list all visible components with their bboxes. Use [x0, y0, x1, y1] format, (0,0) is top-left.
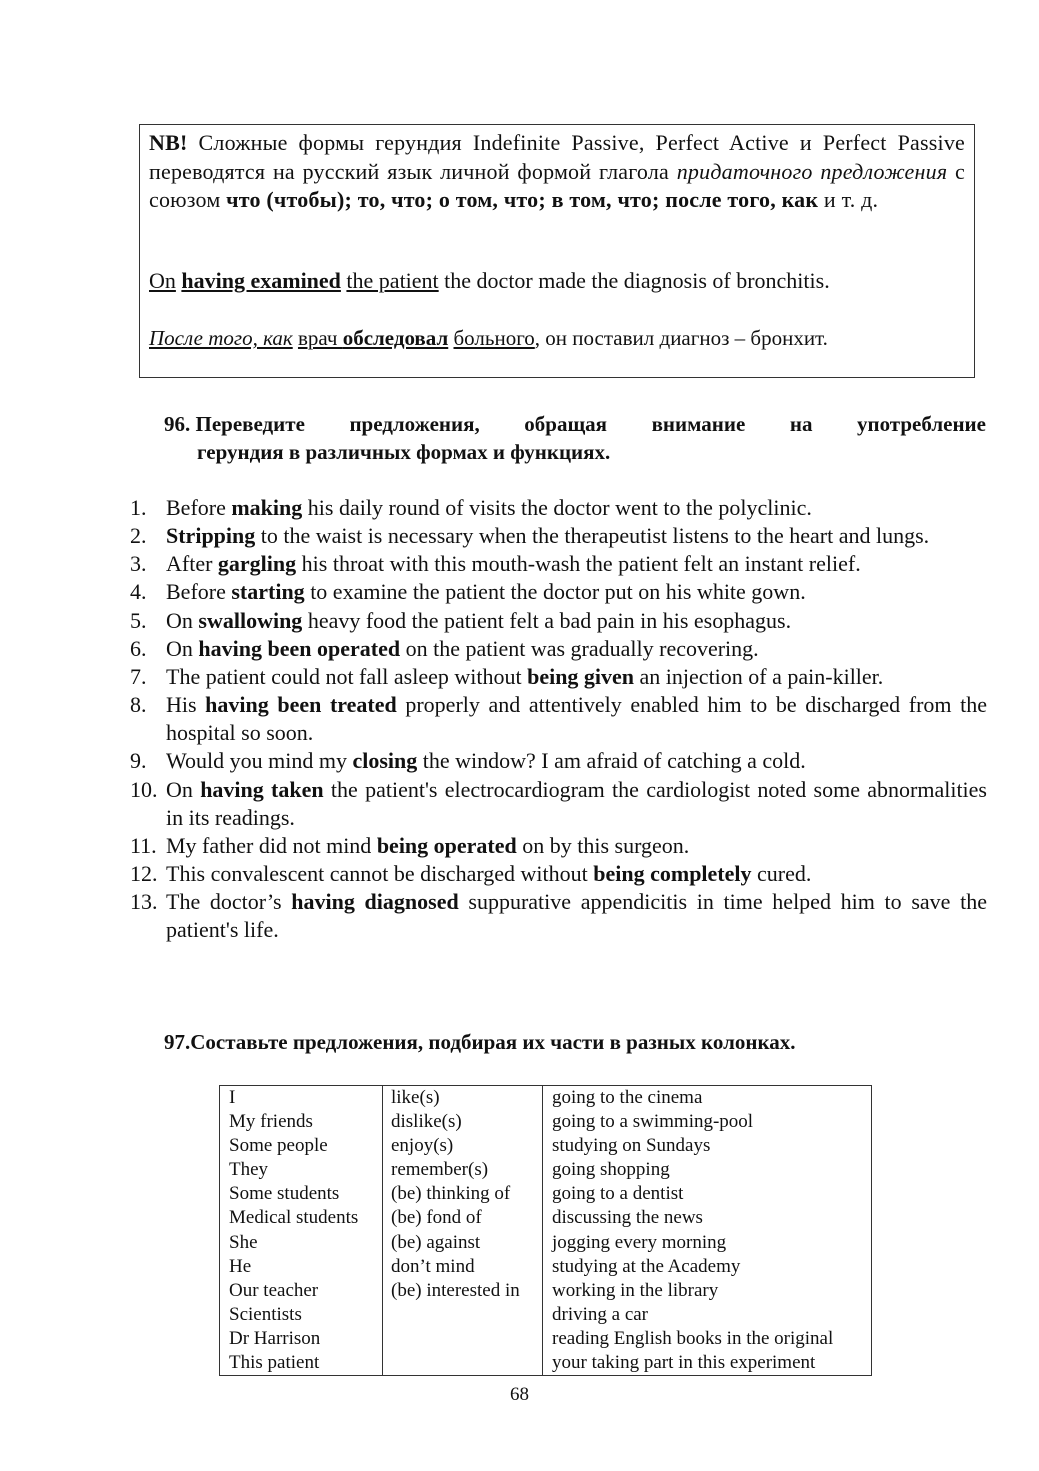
list-item: [130, 494, 987, 522]
sentence-text: on the patient was gradually recovering.: [400, 635, 759, 661]
table-cell: Dr Harrison: [229, 1327, 321, 1349]
sentence-gerund: having diagnosed: [291, 889, 459, 915]
nb-note-text: [149, 129, 965, 215]
table-cell: (be) against: [391, 1231, 481, 1253]
sentence-gerund: being given: [527, 663, 635, 689]
table-cell: Some students: [229, 1183, 340, 1205]
example-ru-verb: обследовал: [342, 326, 449, 350]
table-cell: My friends: [229, 1111, 313, 1133]
table-cell: Our teacher: [229, 1279, 319, 1301]
table-cell: reading English books in the original: [552, 1327, 834, 1349]
sentence-number: 6.: [130, 635, 147, 661]
table-cell: (be) fond of: [391, 1207, 482, 1229]
sentence-text: This convalescent cannot be discharged without: [166, 861, 594, 887]
sentence-number: 10.: [130, 776, 158, 802]
sentence-number: 1.: [130, 495, 147, 520]
table-cell: Some people: [229, 1135, 328, 1157]
table-cell: (be) thinking of: [391, 1183, 511, 1205]
exercise-96-word2: предложения,: [349, 412, 480, 436]
sentence-text: Would you mind my: [166, 748, 353, 774]
table-cell: don’t mind: [391, 1255, 475, 1277]
exercise-96-heading: [164, 410, 986, 466]
table-cell: studying on Sundays: [552, 1135, 711, 1157]
sentence-text: suppurative appendicitis in time helped him to save the patient's life.: [166, 889, 987, 943]
sentence-text: the window? I am afraid of catching a cold.: [417, 748, 806, 774]
sentence-gerund: making: [231, 495, 303, 520]
example-en-patient: the patient: [346, 268, 439, 293]
table-cell: enjoy(s): [391, 1135, 454, 1157]
table-cell: She: [229, 1231, 258, 1253]
sentence-gerund: closing: [352, 748, 418, 774]
list-item: [130, 607, 987, 635]
nb-text-part1: Сложные формы герундия Indefinite Passive, Perfect Active и Perfect Passive переводятся на русский язык личной формой глагола: [149, 130, 965, 184]
table-cell: He: [229, 1255, 252, 1277]
list-item: [130, 832, 987, 860]
list-item: [130, 888, 987, 944]
sentence-number: 9.: [130, 748, 147, 774]
list-item: [130, 691, 987, 747]
sentence-text: On: [166, 635, 199, 661]
table-cell: going shopping: [552, 1159, 670, 1181]
nb-bold-conjunctions: что (чтобы); то, что; о том, что; в том, что; после того, как: [226, 187, 819, 212]
table-cell: jogging every morning: [552, 1231, 727, 1253]
example-en-on: On: [149, 268, 176, 293]
sentence-gerund: Stripping: [166, 523, 256, 549]
sentence-text: My father did not mind: [166, 832, 377, 858]
sentence-number: 7.: [130, 663, 147, 689]
page-number: 68: [510, 1384, 529, 1405]
sentence-number: 12.: [130, 861, 158, 887]
sentence-text: After: [166, 551, 218, 577]
list-item: [130, 747, 987, 775]
example-ru-vrach: врач: [297, 326, 343, 350]
table-cell: going to a swimming-pool: [552, 1111, 754, 1133]
sentence-gerund: having taken: [200, 776, 324, 802]
sentence-text: his daily round of visits the doctor went to the polyclinic.: [302, 495, 812, 520]
subjects-column: [220, 1086, 383, 1376]
nb-italic-phrase: придаточного предложения: [676, 158, 948, 184]
nb-example-russian: [149, 324, 828, 352]
table-cell: like(s): [391, 1087, 440, 1108]
exercise-96-word6: употребление: [856, 412, 986, 436]
example-en-rest: the doctor made the diagnosis of bronchitis.: [438, 268, 830, 293]
table-cell: going to a dentist: [552, 1183, 684, 1205]
exercise-96-number: 96.: [164, 412, 191, 436]
sentence-text: properly and attentively enabled him to be discharged from the hospital so soon.: [166, 692, 987, 746]
nb-text-part2: с союзом: [149, 158, 966, 212]
list-item: [130, 776, 987, 832]
list-item: [130, 663, 987, 691]
sentence-number: 5.: [130, 607, 147, 633]
sentence-gerund: being completely: [593, 861, 752, 887]
nb-label: NB!: [149, 130, 188, 155]
sentence-gerund: starting: [231, 579, 305, 605]
exercise-96-lead: [164, 410, 305, 438]
sentence-number: 8.: [130, 692, 147, 718]
sentence-gerund: having been operated: [198, 635, 401, 661]
nb-example-english: [149, 267, 830, 295]
table-cell: discussing the news: [552, 1207, 703, 1229]
list-item: [130, 578, 987, 606]
sentence-number: 13.: [130, 889, 158, 915]
verbs-column: [383, 1086, 543, 1376]
sentence-text: heavy food the patient felt a bad pain in his esophagus.: [302, 607, 792, 633]
exercise-96-word3: обращая: [524, 412, 608, 436]
sentence-text: an injection of a pain-killer.: [634, 663, 884, 689]
sentence-number: 2.: [130, 523, 147, 549]
table-cell: driving a car: [552, 1303, 649, 1325]
table-cell: (be) interested in: [391, 1279, 520, 1301]
sentence-text: The patient could not fall asleep without: [166, 663, 528, 689]
sentence-gerund: being operated: [376, 832, 517, 858]
exercise-96-word5: на: [789, 412, 813, 436]
sentence-parts-table: [219, 1085, 872, 1376]
sentence-text: Before: [166, 495, 232, 520]
sentence-text: Before: [166, 579, 232, 605]
table-cell: This patient: [229, 1352, 320, 1374]
sentence-gerund: having been treated: [205, 692, 397, 718]
sentence-number: 11.: [130, 832, 157, 858]
sentence-gerund: gargling: [217, 551, 297, 577]
exercise-96-sentence-list: [130, 494, 987, 945]
sentence-text: On: [166, 776, 201, 802]
exercise-97-heading: 97.Составьте предложения, подбирая их части в разных колонках.: [164, 1030, 796, 1054]
table-cell: Medical students: [229, 1207, 359, 1229]
list-item: [130, 635, 987, 663]
sentence-text: On: [166, 607, 199, 633]
table-cell: going to the cinema: [552, 1087, 703, 1108]
sentence-text: the patient's electrocardiogram the cardiologist noted some abnormalities in its readings.: [166, 776, 987, 830]
table-cell: Scientists: [229, 1303, 302, 1325]
exercise-96-heading-line1: [164, 410, 986, 438]
sentence-text: his throat with this mouth-wash the patient felt an instant relief.: [296, 551, 861, 577]
exercise-96-word1: Переведите: [195, 412, 305, 436]
exercise-96-heading-line2: герундия в различных формах и функциях.: [197, 440, 611, 464]
list-item: [130, 860, 987, 888]
sentence-text: cured.: [751, 861, 812, 887]
table-row: [220, 1086, 872, 1376]
sentence-gerund: swallowing: [198, 607, 303, 633]
table-cell: They: [229, 1159, 269, 1181]
table-cell: dislike(s): [391, 1111, 462, 1133]
table-cell: studying at the Academy: [552, 1255, 741, 1277]
example-en-gerund: having examined: [181, 268, 341, 293]
sentence-text: to examine the patient the doctor put on his white gown.: [304, 579, 806, 605]
example-ru-object: больного: [453, 326, 535, 350]
gerund-phrases-column: [543, 1086, 872, 1376]
example-ru-rest: , он поставил диагноз – бронхит.: [534, 326, 828, 350]
list-item: [130, 522, 987, 550]
example-ru-posle: После того, как: [149, 326, 293, 350]
sentence-text: The doctor’s: [166, 889, 292, 915]
nb-text-part3: и т. д.: [818, 187, 879, 212]
nb-note-box: [139, 124, 975, 378]
sentence-number: 4.: [130, 579, 147, 605]
table-cell: remember(s): [391, 1159, 489, 1181]
sentence-text: to the waist is necessary when the therapeutist listens to the heart and lungs.: [255, 523, 930, 549]
table-cell: I: [229, 1087, 236, 1108]
table-cell: working in the library: [552, 1279, 719, 1301]
sentence-number: 3.: [130, 551, 147, 577]
exercise-96-word4: внимание: [651, 412, 746, 436]
sentence-text: on by this surgeon.: [516, 832, 690, 858]
table-cell: your taking part in this experiment: [552, 1352, 816, 1374]
sentence-text: His: [166, 692, 206, 718]
list-item: [130, 550, 987, 578]
